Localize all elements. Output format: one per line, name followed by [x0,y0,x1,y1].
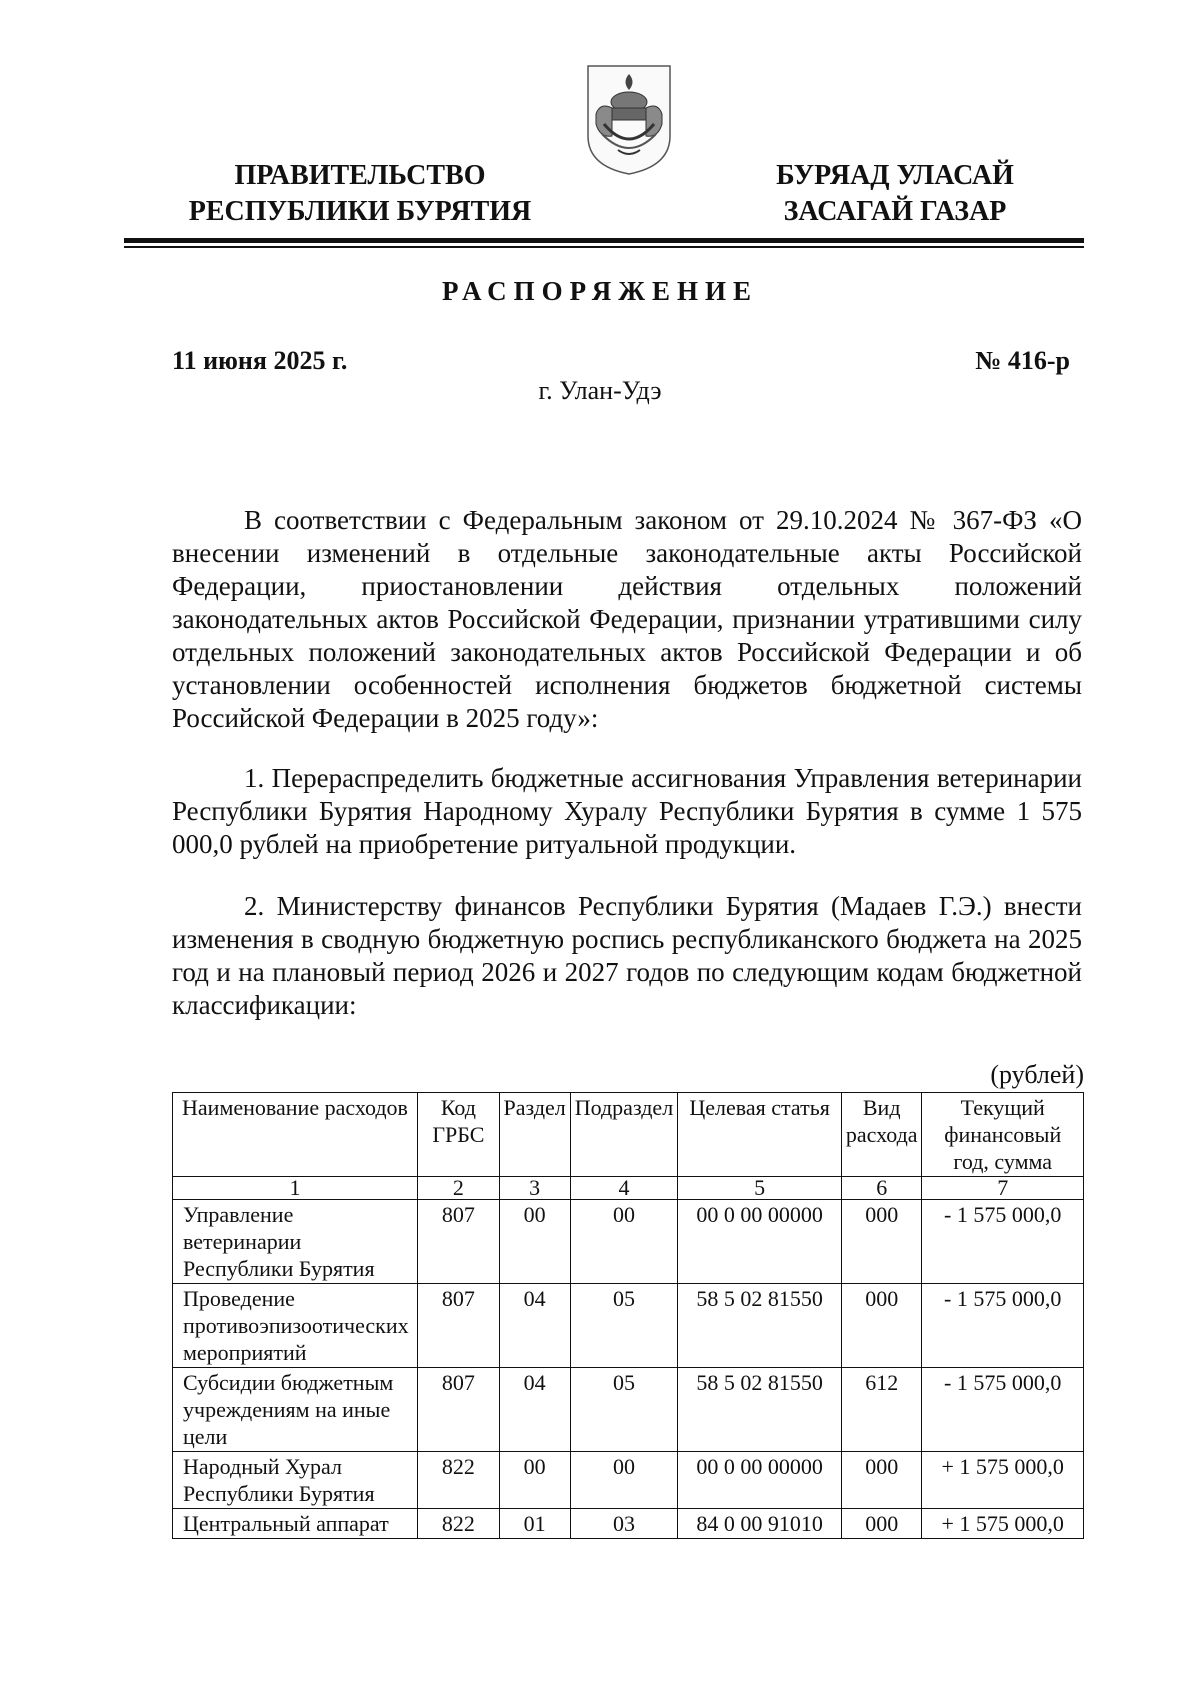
expense-type-cell: 000 [841,1200,921,1284]
section-cell: 01 [499,1509,570,1539]
grbs-code-cell: 807 [418,1368,500,1452]
expense-type-cell: 000 [841,1284,921,1368]
budget-table [172,1092,1084,1539]
subsection-cell: 00 [570,1452,678,1509]
header-divider-thin [124,246,1084,248]
column-number: 1 [173,1177,418,1200]
document-number: № 416-р [975,346,1070,375]
expense-name-cell: Проведение противоэпизоотических мероприятий [173,1284,418,1368]
table-units-label: (рублей) [990,1060,1084,1089]
amount-cell: - 1 575 000,0 [922,1200,1084,1284]
subsection-cell: 05 [570,1284,678,1368]
clause-1-paragraph: 1. Перераспределить бюджетные ассигнования Управления ветеринарии Республики Бурятия Народному Хуралу Республики Бурятия в сумме 1 575 000,0 рублей на приобретение ритуальной продукции. [172,763,1082,859]
document-title: РАСПОРЯЖЕНИЕ [441,276,759,306]
clause-2-paragraph: 2. Министерству финансов Республики Бурятия (Мадаев Г.Э.) внести изменения в сводную бюджетную роспись республиканского бюджета на 2025 год и на плановый период 2026 и 2027 годов по следующим кодам бюджетной классификации: [172,891,1082,1020]
header-expense-name: Наименование расходов [173,1093,418,1177]
column-number: 3 [499,1177,570,1200]
expense-type-cell: 612 [841,1368,921,1452]
government-name-line-2: РЕСПУБЛИКИ БУРЯТИЯ [188,196,532,227]
grbs-code-cell: 822 [418,1452,500,1509]
table-row [173,1200,1084,1284]
grbs-code-cell: 822 [418,1509,500,1539]
amount-cell: - 1 575 000,0 [922,1284,1084,1368]
grbs-code-cell: 807 [418,1200,500,1284]
subsection-cell: 03 [570,1509,678,1539]
header-target-article: Целевая статья [678,1093,842,1177]
government-name-line-1: ПРАВИТЕЛЬСТВО [234,160,486,191]
section-cell: 00 [499,1200,570,1284]
table-header-row [173,1093,1084,1177]
column-number-row [173,1177,1084,1200]
expense-name-cell: Управление ветеринарии Республики Бурятия [173,1200,418,1284]
target-article-cell: 84 0 00 91010 [678,1509,842,1539]
header-divider-thick [124,238,1084,243]
table-row [173,1368,1084,1452]
document-date: 11 июня 2025 г. [172,346,348,375]
target-article-cell: 58 5 02 81550 [678,1368,842,1452]
expense-type-cell: 000 [841,1452,921,1509]
government-name-buryat-line-1: БУРЯАД УЛАСАЙ [776,160,1014,191]
government-name-buryat [740,158,1050,230]
amount-cell: + 1 575 000,0 [922,1452,1084,1509]
column-number: 7 [922,1177,1084,1200]
grbs-code-cell: 807 [418,1284,500,1368]
column-number: 6 [841,1177,921,1200]
government-name-russian [160,158,560,230]
subsection-cell: 05 [570,1368,678,1452]
target-article-cell: 00 0 00 00000 [678,1200,842,1284]
column-number: 4 [570,1177,678,1200]
target-article-cell: 00 0 00 00000 [678,1452,842,1509]
preamble-paragraph: В соответствии с Федеральным законом от 29.10.2024 № 367-ФЗ «О внесении изменений в отдельные законодательные акты Российской Федерации, приостановлении действия отдельных положений законодательных актов Российской Федерации, признании утратившими силу отдельных положений законодательных актов Российской Федерации и об установлении особенностей исполнения бюджетов бюджетной системы Российской Федерации в 2025 году»: [172,505,1082,733]
expense-name-cell: Центральный аппарат [173,1509,418,1539]
section-cell: 04 [499,1368,570,1452]
header-grbs-code: Код ГРБС [418,1093,500,1177]
header-expense-type: Вид расхода [841,1093,921,1177]
amount-cell: + 1 575 000,0 [922,1509,1084,1539]
column-number: 2 [418,1177,500,1200]
expense-name-cell: Народный Хурал Республики Бурятия [173,1452,418,1509]
subsection-cell: 00 [570,1200,678,1284]
coat-of-arms-icon [582,58,676,178]
expense-name-cell: Субсидии бюджетным учреждениям на иные цели [173,1368,418,1452]
table-row [173,1284,1084,1368]
section-cell: 04 [499,1284,570,1368]
header-subsection: Подраздел [570,1093,678,1177]
column-number: 5 [678,1177,842,1200]
government-name-buryat-line-2: ЗАСАГАЙ ГАЗАР [783,196,1007,227]
table-row [173,1452,1084,1509]
table-row [173,1509,1084,1539]
section-cell: 00 [499,1452,570,1509]
expense-type-cell: 000 [841,1509,921,1539]
document-city: г. Улан-Удэ [538,376,662,405]
amount-cell: - 1 575 000,0 [922,1368,1084,1452]
header-section: Раздел [499,1093,570,1177]
header-amount: Текущий финансовый год, сумма [922,1093,1084,1177]
target-article-cell: 58 5 02 81550 [678,1284,842,1368]
